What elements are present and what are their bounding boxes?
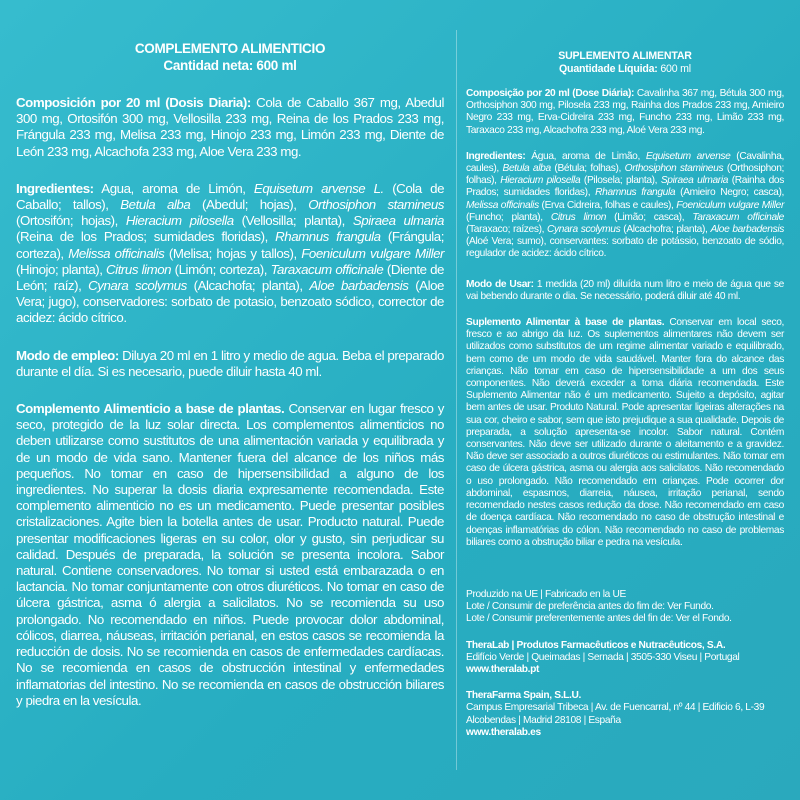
ingredient-text: Agua, aroma de Limón, — [93, 180, 254, 196]
portuguese-composition — [466, 88, 784, 137]
ingredient-text: (Aloe Vera; jugo), conservadores: sorbato de potasio, benzoato sódico, corrector de acidez: ácido cítrico. — [16, 278, 444, 326]
portuguese-column — [466, 50, 784, 753]
ingredient-text: (Funcho; planta), — [466, 211, 551, 223]
ingredient-text: (Reina de los Prados; sumidades floridas), — [16, 229, 276, 245]
portuguese-warnings-text: Conservar em local seco, fresco e ao abrigo da luz. Os suplementos alimentares não devem ser utilizados como substitutos de um regime alimentar variado e equilibrado, bem como de um modo de vida saudável. Manter fora do alcance das crianças. Não tomar em caso de hipersensibilidade a um dos seus componentes. Não deverá exceder a toma diária recomendada. Este Suplemento Alimentar não é um medicamento. Sujeito a depósito, agitar bem antes de usar. Produto Natural. Pode apresentar ligeiras alterações na sua cor, cheiro e sabor, sem que isto prejudique a sua qualidade. Depois de preparada, a solução apresenta-se incolor. Sabor natural. Contém conservantes. Não deve ser utilizado durante o aleitamento e a gravidez. Não deve ser associado a outros diuréticos ou estimulantes. Não tomar em caso de úlcera gástrica, asma ou alergia aos salicilatos. Não recomendado o uso prolongado. Não recomendado em crianças. Pode ocorrer dor abdominal, espasmos, diarreia, náusea, irritação perianal, sendo recomendado nestes casos redução da dose. Não recomendado em caso de doença cardíaca. Não recomendado no caso de obstrução intestinal e doenças inflamatórias do cólon. Não recomendado no caso de problemas biliares como a obstrução biliar e pedra na vesícula. — [466, 317, 784, 548]
origin-line: Produzido na UE | Fabricado en la UE — [466, 588, 626, 600]
botanical-name: Spiraea ulmaria — [660, 175, 729, 187]
botanical-name: Spiraea ulmaria — [352, 213, 444, 229]
botanical-name: Taraxacum officinale — [270, 261, 384, 277]
botanical-name: Cynara scolymus — [88, 278, 187, 294]
ingredient-text: (Limón; corteza), — [171, 261, 271, 277]
company-therafarma-address: Campus Empresarial Tribeca | Av. de Fuencarral, nº 44 | Edificio 6, L-39 — [466, 702, 765, 714]
origin-line: Lote / Consumir de preferência antes do fim de: Ver Fundo. — [466, 601, 714, 613]
ingredient-text: (Vellosilla; planta), — [233, 213, 353, 229]
spanish-header-title: COMPLEMENTO ALIMENTICIO — [134, 41, 326, 56]
spanish-composition-label: Composición por 20 ml (Dosis Diaria): — [16, 95, 251, 110]
spanish-header-net: Cantidad neta: 600 ml — [163, 58, 297, 73]
botanical-name: Betula alba — [502, 163, 551, 175]
botanical-name: Melissa officinalis — [466, 199, 539, 211]
ingredient-text: (Frángula; corteza), — [16, 229, 444, 261]
botanical-name: Aloe barbadensis — [710, 224, 784, 236]
ingredient-text: Água, aroma de Limão, — [525, 150, 646, 162]
ingredient-text: (Amieiro Negro; casca), — [675, 187, 784, 199]
botanical-name: Foeniculum vulgare Miller — [676, 199, 785, 211]
portuguese-composition-text: Cavalinha 367 mg, Bétula 300 mg, Orthosiphon 300 mg, Pilosela 233 mg, Rainha dos Prados 233 mg, Amieiro Negro 233 mg, Erva-Cidreira 233 mg, Funcho 233 mg, Limão 233 mg, Taraxaco 233 mg, Alcachofra 233 mg, Aloé Vera 233 mg. — [466, 88, 784, 136]
company-therafarma-address: Alcobendas | Madrid 28108 | España — [466, 714, 621, 726]
portuguese-warnings-label: Suplemento Alimentar à base de plantas. — [466, 317, 665, 329]
ingredient-text: (Bétula; folhas), — [550, 163, 625, 175]
botanical-name: Betula alba — [120, 197, 191, 213]
ingredient-text: (Cola de Caballo; tallos), — [16, 180, 445, 213]
spanish-composition-text: Cola de Caballo 367 mg, Abedul 300 mg, Ortosifón 300 mg, Vellosilla 233 mg, Reina de los Prados 233 mg, Frángula 233 mg, Melisa 233 mg, Hinojo 233 mg, Limón 233 mg, Diente de León 233 mg, Alcachofa 233 mg, Aloe Vera 233 mg. — [16, 95, 444, 159]
portuguese-header-net-label: Quantidade Líquida: — [559, 63, 658, 75]
botanical-name: Taraxacum officinale — [692, 211, 785, 223]
botanical-name: Equisetum arvense — [645, 150, 731, 162]
portuguese-ingredients — [466, 151, 784, 261]
portuguese-header-title: SUPLEMENTO ALIMENTAR — [558, 50, 692, 62]
botanical-name: Orthosiphon stamineus — [624, 163, 724, 175]
spanish-usage — [16, 348, 444, 380]
ingredient-text: (Ortosifón; hojas), — [16, 213, 126, 229]
portuguese-header-net — [466, 63, 784, 76]
ingredient-text: (Alcachofra; planta), — [620, 224, 711, 236]
portuguese-ingredients-label: Ingredientes: — [466, 150, 526, 162]
botanical-name: Melissa officinalis — [68, 245, 165, 261]
portuguese-header — [466, 50, 784, 76]
ingredient-text: (Melisa; hojas y tallos), — [164, 245, 302, 261]
portuguese-header-net-value: 600 ml — [657, 63, 691, 75]
spanish-warnings-text: Conservar en lugar fresco y seco, protegido de la luz solar directa. Los complementos alimenticios no deben utilizarse como sustitutos de una alimentación variada y equilibrada y de un modo de vida sano. Mantener fuera del alcance de los niños más pequeños. No tomar en caso de hipersensibilidad a alguno de los ingredientes. No superar la dosis diaria expresamente recomendada. Este complemento alimenticio no es un medicamento. Puede presentar posibles cristalizaciones. Agite bien la botella antes de usar. Producto natural. Puede presentar modificaciones ligeras en su color, olor y gusto, sin perjudicar su calidad. Después de preparada, la solución se presenta incolora. Sabor natural. Contiene conservadores. No tomar si usted está embarazada o en lactancia. No tomar conjuntamente con otros diuréticos. No tomar en caso de úlcera gástrica, asma ó alergia a salicilatos. No se recomienda su uso prolongado. No recomendado en niños. Puede provocar dolor abdominal, cólicos, diarrea, náuseas, irritación perianal, en estos casos se recomienda la reducción de dosis. No se recomienda en casos de enfermedades cardíacas. No se recomienda en casos de obstrucción intestinal y enfermedades inflamatorias del intestino. No se recomienda en casos de obstrucción biliares y piedra en la vesícula. — [16, 401, 444, 708]
ingredient-text: (Hinojo; planta), — [16, 261, 107, 277]
spanish-ingredients — [16, 181, 444, 327]
company-therafarma-name: TheraFarma Spain, S.L.U. — [466, 690, 582, 702]
ingredient-text: (Cavalinha, caules), — [466, 150, 784, 175]
botanical-name: Orthosiphon stamineus — [308, 197, 444, 213]
portuguese-ingredients-text — [466, 151, 784, 260]
origin-block — [466, 589, 784, 626]
ingredient-text: (Orthosiphon; folhas), — [466, 163, 784, 187]
company-theralab-name: TheraLab | Produtos Farmacêuticos e Nutracêuticos, S.A. — [466, 639, 726, 651]
ingredient-text: (Abedul; hojas), — [190, 197, 309, 213]
company-therafarma-web: www.theralab.es — [466, 726, 541, 738]
botanical-name: Rhamnus frangula — [275, 229, 381, 245]
botanical-name: Equisetum arvense L. — [253, 180, 384, 196]
spanish-composition — [16, 95, 444, 160]
ingredient-text: (Alcachofa; planta), — [186, 278, 310, 294]
spanish-ingredients-label: Ingredientes: — [16, 180, 94, 196]
spanish-column — [16, 40, 444, 709]
spanish-ingredients-text — [16, 181, 444, 326]
botanical-name: Hieracium pilosella — [125, 213, 234, 229]
company-therafarma — [466, 690, 784, 739]
portuguese-composition-label: Composição por 20 ml (Dose Diária): — [466, 88, 635, 99]
spanish-warnings-label: Complemento Alimenticio a base de plantas. — [16, 401, 285, 417]
ingredient-text: (Diente de León; raíz), — [16, 261, 444, 294]
spanish-header — [16, 40, 444, 74]
company-theralab — [466, 640, 784, 677]
botanical-name: Aloe barbadensis — [309, 278, 409, 294]
botanical-name: Foeniculum vulgare Miller — [301, 245, 445, 261]
company-theralab-web: www.theralab.pt — [466, 663, 540, 675]
ingredient-text: (Taraxaco; raízes), — [466, 224, 548, 236]
portuguese-warnings — [466, 317, 784, 549]
ingredient-text: (Rainha dos Prados; sumidades floridas), — [466, 175, 784, 199]
spanish-usage-label: Modo de empleo: — [16, 347, 119, 363]
spanish-usage-text: Diluya 20 ml en 1 litro y medio de agua. Beba el preparado durante el día. Si es necesario, puede diluir hasta 40 ml. — [16, 347, 444, 379]
spanish-warnings — [16, 401, 444, 709]
botanical-name: Citrus limon — [550, 211, 607, 223]
portuguese-usage-label: Modo de Usar: — [466, 278, 534, 290]
botanical-name: Rhamnus frangula — [595, 187, 676, 199]
ingredient-text: (Aloé Vera; sumo), conservantes: sorbato de potássio, benzoato de sódio, regulador de acidez: ácido cítrico. — [466, 236, 784, 260]
portuguese-usage-text: 1 medida (20 ml) diluída num litro e meio de água que se vai bebendo durante o dia. Se necessário, poderá diluir até 40 ml. — [466, 278, 784, 302]
ingredient-text: (Pilosela; planta), — [580, 175, 661, 187]
botanical-name: Cynara scolymus — [547, 224, 621, 236]
botanical-name: Citrus limon — [106, 261, 172, 277]
portuguese-usage — [466, 279, 784, 303]
ingredient-text: (Erva Cidreira, folhas e caules), — [538, 199, 677, 211]
column-divider — [456, 30, 457, 770]
origin-line: Lote / Consumir preferentemente antes del fin de: Ver el Fondo. — [466, 613, 732, 625]
botanical-name: Hieracium pilosella — [500, 175, 581, 187]
ingredient-text: (Limão; casca), — [606, 211, 693, 223]
company-theralab-address: Edifício Verde | Queimadas | Sernada | 3505-330 Viseu | Portugal — [466, 651, 740, 663]
